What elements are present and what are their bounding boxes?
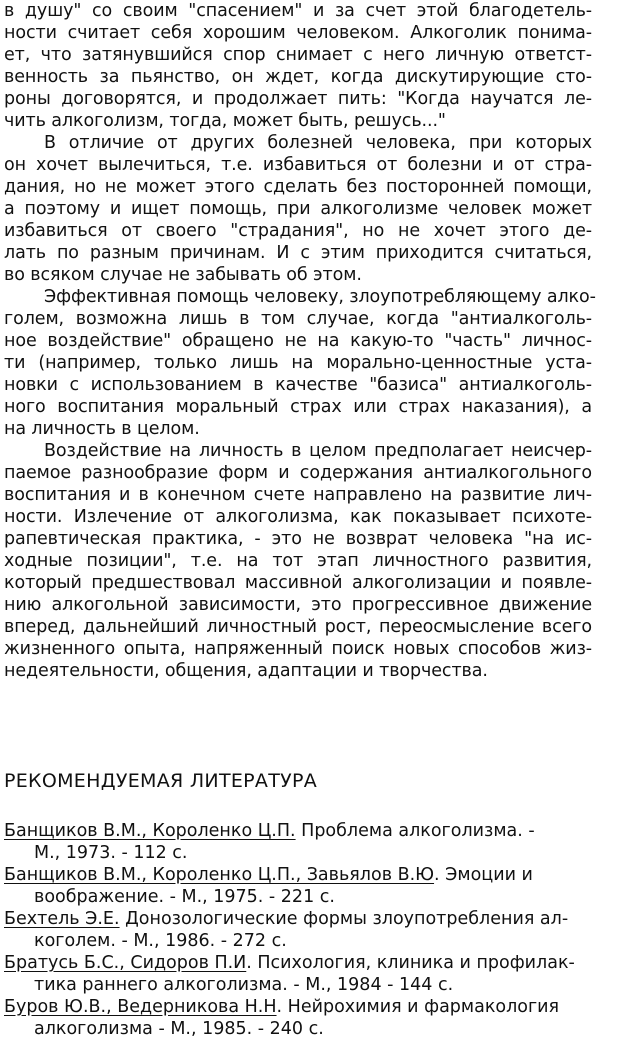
- paragraph-first-line: Эффективная помощь человеку, злоупотребляющему алко-: [44, 287, 596, 307]
- reference-authors: Братусь Б.С., Сидоров П.И: [4, 953, 247, 973]
- reference-title: Донозологические формы злоупотребления ал-: [119, 909, 569, 929]
- reference-title: . Нейрохимия и фармакология: [276, 997, 560, 1017]
- text-line: жизненного опыта, напряженный поиск новых способов жиз-: [4, 639, 592, 659]
- reference-entry: [4, 952, 592, 974]
- reference-continuation: алкоголизма - М., 1985. - 240 с.: [34, 1019, 324, 1039]
- reference-entry: [4, 908, 592, 930]
- reference-title: Проблема алкоголизма. -: [295, 821, 535, 841]
- text-line: вперед, дальнейший личностный рост, переосмысление всего: [4, 617, 592, 637]
- text-line: избавиться от своего "страдания", но не хочет этого де-: [4, 221, 592, 241]
- reference-continuation: коголем. - М., 1986. - 272 с.: [34, 931, 287, 951]
- text-line: на личность в целом.: [4, 419, 200, 439]
- reference-entry: [4, 996, 592, 1018]
- text-line: ет, что затянувшийся спор снимает с него личную ответст-: [4, 45, 592, 65]
- paragraph-first-line: Воздействие на личность в целом предполагает неисчер-: [44, 441, 592, 461]
- reference-entry: [4, 820, 592, 842]
- text-line: ное воздействие" обращено не на какую-то "часть" личнос-: [4, 331, 592, 351]
- text-line: недеятельности, общения, адаптации и творчества.: [4, 661, 488, 681]
- text-line: лать по разным причинам. И с этим приходится считаться,: [4, 243, 592, 263]
- text-line: ти (например, только лишь на морально-ценностные уста-: [4, 353, 592, 373]
- text-line: венность за пьянство, он ждет, когда дискутирующие сто-: [4, 67, 592, 87]
- text-line: голем, возможна лишь в том случае, когда "антиалкоголь-: [4, 309, 592, 329]
- reference-authors: Банщиков В.М., Короленко Ц.П.: [4, 821, 296, 841]
- text-line: паемое разнообразие форм и содержания антиалкогольного: [4, 463, 592, 483]
- text-line: ности. Излечение от алкоголизма, как показывает психоте-: [4, 507, 592, 527]
- text-line: который предшествовал массивной алкоголизации и появле-: [4, 573, 592, 593]
- paragraph-first-line: В отличие от других болезней человека, при которых: [44, 133, 592, 153]
- section-heading: РЕКОМЕНДУЕМАЯ ЛИТЕРАТУРА: [4, 770, 318, 792]
- reference-authors: Буров Ю.В., Ведерникова Н.Н: [4, 997, 277, 1017]
- reference-authors: Банщиков В.М., Короленко Ц.П., Завьялов В.Ю: [4, 865, 435, 885]
- text-line: чить алкоголизм, тогда, может быть, решусь...": [4, 111, 446, 131]
- text-line: рапевтическая практика, - это не возврат человека "на ис-: [4, 529, 592, 549]
- text-line: в душу" со своим "спасением" и за счет этой благодетель-: [4, 1, 592, 21]
- text-line: а поэтому и ищет помощь, при алкоголизме человек может: [4, 199, 592, 219]
- text-line: воспитания и в конечном счете направлено на развитие лич-: [4, 485, 592, 505]
- text-line: новки с использованием в качестве "базиса" антиалкоголь-: [4, 375, 592, 395]
- reference-continuation: М., 1973. - 112 с.: [34, 843, 188, 863]
- text-line: ности считает себя хорошим человеком. Алкоголик понима-: [4, 23, 592, 43]
- reference-entry: [4, 864, 592, 886]
- reference-continuation: воображение. - М., 1975. - 221 с.: [34, 887, 335, 907]
- reference-continuation: тика раннего алкоголизма. - М., 1984 - 144 с.: [34, 975, 454, 995]
- reference-title: . Эмоции и: [434, 865, 533, 885]
- reference-authors: Бехтель Э.Е.: [4, 909, 120, 929]
- text-line: ного воспитания моральный страх или страх наказания), а: [4, 397, 592, 417]
- text-line: дания, но не может этого сделать без посторонней помощи,: [4, 177, 592, 197]
- text-line: во всяком случае не забывать об этом.: [4, 265, 362, 285]
- text-line: он хочет вылечиться, т.е. избавиться от болезни и от стра-: [4, 155, 592, 175]
- reference-title: . Психология, клиника и профилак-: [246, 953, 575, 973]
- text-line: нию алкогольной зависимости, это прогрессивное движение: [4, 595, 592, 615]
- text-line: ходные позиции", т.е. на тот этап личностного развития,: [4, 551, 592, 571]
- text-line: роны договорятся, и продолжает пить: "Когда научатся ле-: [4, 89, 592, 109]
